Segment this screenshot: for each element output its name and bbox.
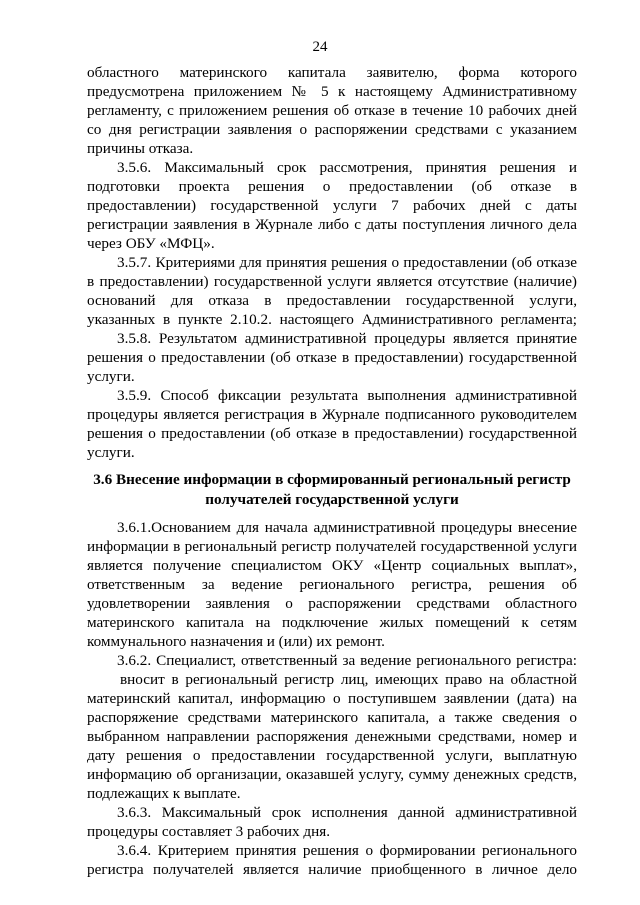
text-line: указанных в пункте 2.10.2. настоящего Административного регламента; <box>87 311 577 328</box>
text-line: областного материнского капитала заявителю, форма которого <box>87 64 577 81</box>
text-line: причины отказа. <box>87 140 194 157</box>
text-line: решения о предоставлении (об отказе в предоставлении) государственной <box>87 425 577 442</box>
text-line: 3.6.3. Максимальный срок исполнения данной административной <box>117 804 577 821</box>
text-line: 3.5.9. Способ фиксации результата выполнения административной <box>117 387 577 404</box>
text-line: услуги. <box>87 444 135 461</box>
text-line: материнского капитала на подключение жилых помещений к сетям <box>87 614 577 631</box>
text-line: подлежащих к выплате. <box>87 785 241 802</box>
text-line: вносит в региональный регистр лиц, имеющих право на областной <box>120 671 577 688</box>
text-line: подготовки проекта решения о предоставлении (об отказе в <box>87 178 577 195</box>
text-line: процедуры составляет 3 рабочих дня. <box>87 823 331 840</box>
text-line: регистра получателей является наличие приобщенного в личное дело <box>87 861 577 878</box>
text-line: информации в региональный регистр получателей государственной услуги <box>87 538 577 555</box>
text-line: решения о предоставлении (об отказе в предоставлении) государственной <box>87 349 577 366</box>
text-line: ответственным за ведение регионального регистра, решения об <box>87 576 577 593</box>
text-line: материнский капитал, информацию о поступившем заявлении (дата) на <box>87 690 577 707</box>
text-line: информацию об организации, оказавшей услугу, сумму денежных средств, <box>87 766 577 783</box>
text-line: регистрации заявления в Журнале либо с даты поступления личного дела <box>87 216 577 233</box>
text-line: удовлетворении заявления о распоряжении средствами областного <box>87 595 577 612</box>
text-line: 3.6.4. Критерием принятия решения о формировании регионального <box>117 842 577 859</box>
text-line: 3.5.6. Максимальный срок рассмотрения, принятия решения и <box>117 159 577 176</box>
text-line: является получение специалистом ОКУ «Центр социальных выплат», <box>87 557 577 574</box>
text-line: регламенту, с приложением решения об отказе в течение 10 рабочих дней <box>87 102 577 119</box>
text-line: 3.6.1.Основанием для начала административной процедуры внесение <box>117 519 577 536</box>
page-number: 24 <box>312 39 328 55</box>
section-heading-line: 3.6 Внесение информации в сформированный региональный регистр <box>93 471 571 488</box>
text-line: 3.5.8. Результатом административной процедуры является принятие <box>117 330 577 347</box>
section-heading-line: получателей государственной услуги <box>205 491 459 508</box>
text-line: через ОБУ «МФЦ». <box>87 235 215 252</box>
text-line: 3.6.2. Специалист, ответственный за ведение регионального регистра: <box>117 652 577 669</box>
text-line: в предоставлении) государственной услуги является отсутствие (наличие) <box>87 273 577 290</box>
text-line: распоряжение средствами материнского капитала, а также сведения о <box>87 709 577 726</box>
text-line: услуги. <box>87 368 135 385</box>
text-line: предоставлении) государственной услуги 7 рабочих дней с даты <box>87 197 577 214</box>
text-line: выбранном направлении распоряжения денежными средствами, номер и <box>87 728 577 745</box>
text-line: предусмотрена приложением № 5 к настоящему Административному <box>87 83 577 100</box>
text-line: со дня регистрации заявления о распоряжении средствами с указанием <box>87 121 577 138</box>
text-line: 3.5.7. Критериями для принятия решения о предоставлении (об отказе <box>117 254 577 271</box>
text-line: процедуры является регистрация в Журнале подписанного руководителем <box>87 406 577 423</box>
text-line: оснований для отказа в предоставлении государственной услуги, <box>87 292 577 309</box>
text-line: дату решения о предоставлении государственной услуги, выплатную <box>87 747 577 764</box>
text-line: коммунального назначения и (или) их ремонт. <box>87 633 385 650</box>
